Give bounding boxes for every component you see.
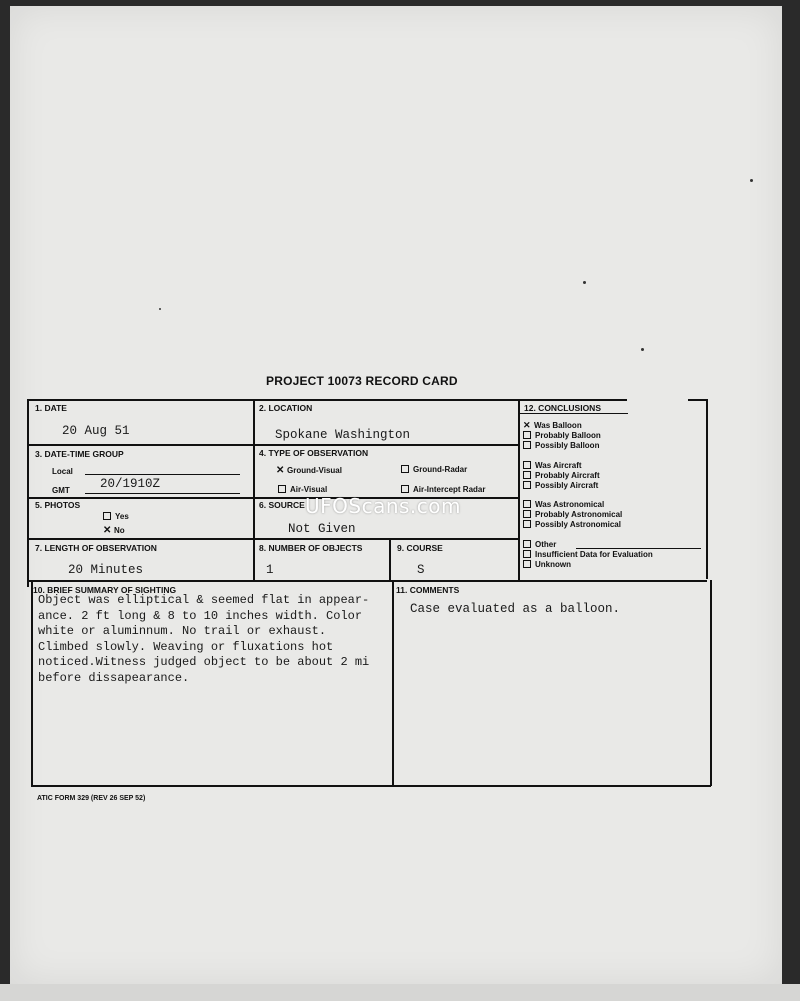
length-value: 20 Minutes xyxy=(68,563,144,577)
conclusion-group-balloon xyxy=(523,420,601,451)
conclusion-group-other xyxy=(523,540,653,570)
conclusion-label: Was Aircraft xyxy=(535,461,582,470)
objects-label: 8. NUMBER OF OBJECTS xyxy=(259,543,363,553)
conclusion-label: Possibly Astronomical xyxy=(535,520,621,529)
photos-yes-option[interactable] xyxy=(103,512,129,521)
location-value: Spokane Washington xyxy=(275,428,411,442)
summary-text xyxy=(38,593,369,686)
frame-line xyxy=(31,785,711,787)
date-value: 20 Aug 51 xyxy=(62,424,130,438)
date-label: 1. DATE xyxy=(35,403,67,413)
length-label: 7. LENGTH OF OBSERVATION xyxy=(35,543,157,553)
conclusion-group-aircraft xyxy=(523,461,600,491)
obs-option-label: Air-Visual xyxy=(290,485,328,494)
frame-line xyxy=(389,538,391,581)
obs-air-visual-option[interactable] xyxy=(278,485,327,494)
objects-value: 1 xyxy=(266,563,274,577)
frame-line xyxy=(392,580,394,785)
conclusion-label: Probably Astronomical xyxy=(535,510,623,519)
frame-line xyxy=(253,399,255,581)
dtg-label: 3. DATE-TIME GROUP xyxy=(35,449,124,459)
conclusion-was-aircraft[interactable] xyxy=(523,461,600,471)
conclusion-was-astronomical[interactable] xyxy=(523,500,622,510)
checkbox-icon xyxy=(523,520,531,528)
frame-line xyxy=(253,444,518,446)
scan-speck xyxy=(641,348,644,351)
frame-line xyxy=(27,399,627,401)
checked-box-icon: ✕ xyxy=(103,525,112,536)
checkbox-icon xyxy=(523,461,531,469)
summary-line: noticed.Witness judged object to be about 2 mi xyxy=(38,655,370,669)
obs-ground-radar-option[interactable] xyxy=(401,465,467,474)
checkbox-icon xyxy=(103,512,111,520)
photos-label: 5. PHOTOS xyxy=(35,500,81,510)
frame-line xyxy=(31,580,33,785)
conclusion-label: Unknown xyxy=(535,560,571,569)
checkbox-icon xyxy=(523,510,531,518)
dtg-gmt-label: GMT xyxy=(52,486,70,495)
watermark-text: UFOScans.com xyxy=(305,494,461,518)
frame-line xyxy=(688,399,707,401)
checkbox-icon xyxy=(523,540,531,548)
frame-line xyxy=(710,580,712,786)
frame-line xyxy=(518,399,520,580)
summary-line: before dissapearance. xyxy=(38,670,190,685)
checkbox-icon xyxy=(523,500,531,508)
frame-line xyxy=(27,444,253,446)
conclusion-probably-aircraft[interactable] xyxy=(523,471,600,481)
checked-box-icon: ✕ xyxy=(276,465,285,476)
frame-line xyxy=(27,538,518,540)
comments-label: 11. COMMENTS xyxy=(396,585,460,595)
conclusion-probably-astronomical[interactable] xyxy=(523,510,622,520)
course-label: 9. COURSE xyxy=(397,543,443,553)
obs-air-intercept-option[interactable] xyxy=(401,485,485,494)
conclusion-label: Other xyxy=(535,540,557,549)
conclusions-underline xyxy=(518,413,628,414)
source-label: 6. SOURCE xyxy=(259,500,305,510)
conclusions-label: 12. CONCLUSIONS xyxy=(524,403,601,413)
form-number: ATIC FORM 329 (REV 26 SEP 52) xyxy=(37,795,146,802)
frame-line xyxy=(27,399,29,587)
dtg-gmt-value: 20/1910Z xyxy=(100,477,161,491)
conclusion-label: Possibly Aircraft xyxy=(535,481,599,490)
dtg-local-label: Local xyxy=(52,467,73,476)
source-value: Not Given xyxy=(288,522,356,536)
frame-line xyxy=(27,580,707,582)
summary-line: white or aluminnum. No trail or exhaust. xyxy=(38,624,327,638)
summary-line: Object was elliptical & seemed flat in appear- xyxy=(38,593,370,607)
conclusion-possibly-aircraft[interactable] xyxy=(523,481,600,491)
course-value: S xyxy=(417,563,425,577)
summary-line: ance. 2 ft long & 8 to 10 inches width. Color xyxy=(38,608,363,623)
scan-bottom-strip xyxy=(0,984,800,1001)
conclusion-was-balloon[interactable] xyxy=(523,420,601,431)
obs-ground-visual-option[interactable] xyxy=(276,465,342,476)
checkbox-icon xyxy=(523,481,531,489)
obs-option-label: Air-Intercept Radar xyxy=(413,485,486,494)
summary-line: Climbed slowly. Weaving or fluxations hot xyxy=(38,639,334,654)
conclusion-label: Was Balloon xyxy=(534,421,582,430)
conclusion-possibly-astronomical[interactable] xyxy=(523,520,622,530)
location-label: 2. LOCATION xyxy=(259,403,313,413)
scan-speck xyxy=(159,308,161,310)
scan-speck xyxy=(583,281,586,284)
dtg-gmt-underline xyxy=(85,493,240,494)
conclusion-possibly-balloon[interactable] xyxy=(523,441,601,451)
conclusion-label: Was Astronomical xyxy=(535,500,605,509)
conclusion-group-astronomical xyxy=(523,500,622,530)
comments-value: Case evaluated as a balloon. xyxy=(410,602,621,616)
summary-label: 10. BRIEF SUMMARY OF SIGHTING xyxy=(33,585,177,595)
checkbox-icon xyxy=(523,550,531,558)
obs-option-label: Ground-Radar xyxy=(413,465,468,474)
conclusion-insufficient-data[interactable] xyxy=(523,550,653,560)
photos-no-option[interactable] xyxy=(103,525,125,536)
obs-type-label: 4. TYPE OF OBSERVATION xyxy=(259,448,369,458)
checkbox-icon xyxy=(523,471,531,479)
conclusion-label: Probably Aircraft xyxy=(535,471,600,480)
other-underline xyxy=(576,548,701,549)
checked-box-icon: ✕ xyxy=(523,420,531,430)
checkbox-icon xyxy=(523,441,531,449)
obs-option-label: Ground-Visual xyxy=(287,466,342,475)
checkbox-icon xyxy=(278,485,286,493)
photos-yes-label: Yes xyxy=(115,512,129,521)
dtg-local-underline xyxy=(85,474,240,475)
conclusion-label: Insufficient Data for Evaluation xyxy=(535,550,653,559)
frame-line xyxy=(706,399,708,579)
conclusion-label: Possibly Balloon xyxy=(535,441,600,450)
photos-no-label: No xyxy=(114,526,125,535)
conclusion-probably-balloon[interactable] xyxy=(523,431,601,441)
checkbox-icon xyxy=(401,465,409,473)
checkbox-icon xyxy=(401,485,409,493)
scan-speck xyxy=(750,179,753,182)
conclusion-label: Probably Balloon xyxy=(535,431,601,440)
card-title: PROJECT 10073 RECORD CARD xyxy=(266,374,458,388)
checkbox-icon xyxy=(523,431,531,439)
conclusion-unknown[interactable] xyxy=(523,560,653,570)
checkbox-icon xyxy=(523,560,531,568)
